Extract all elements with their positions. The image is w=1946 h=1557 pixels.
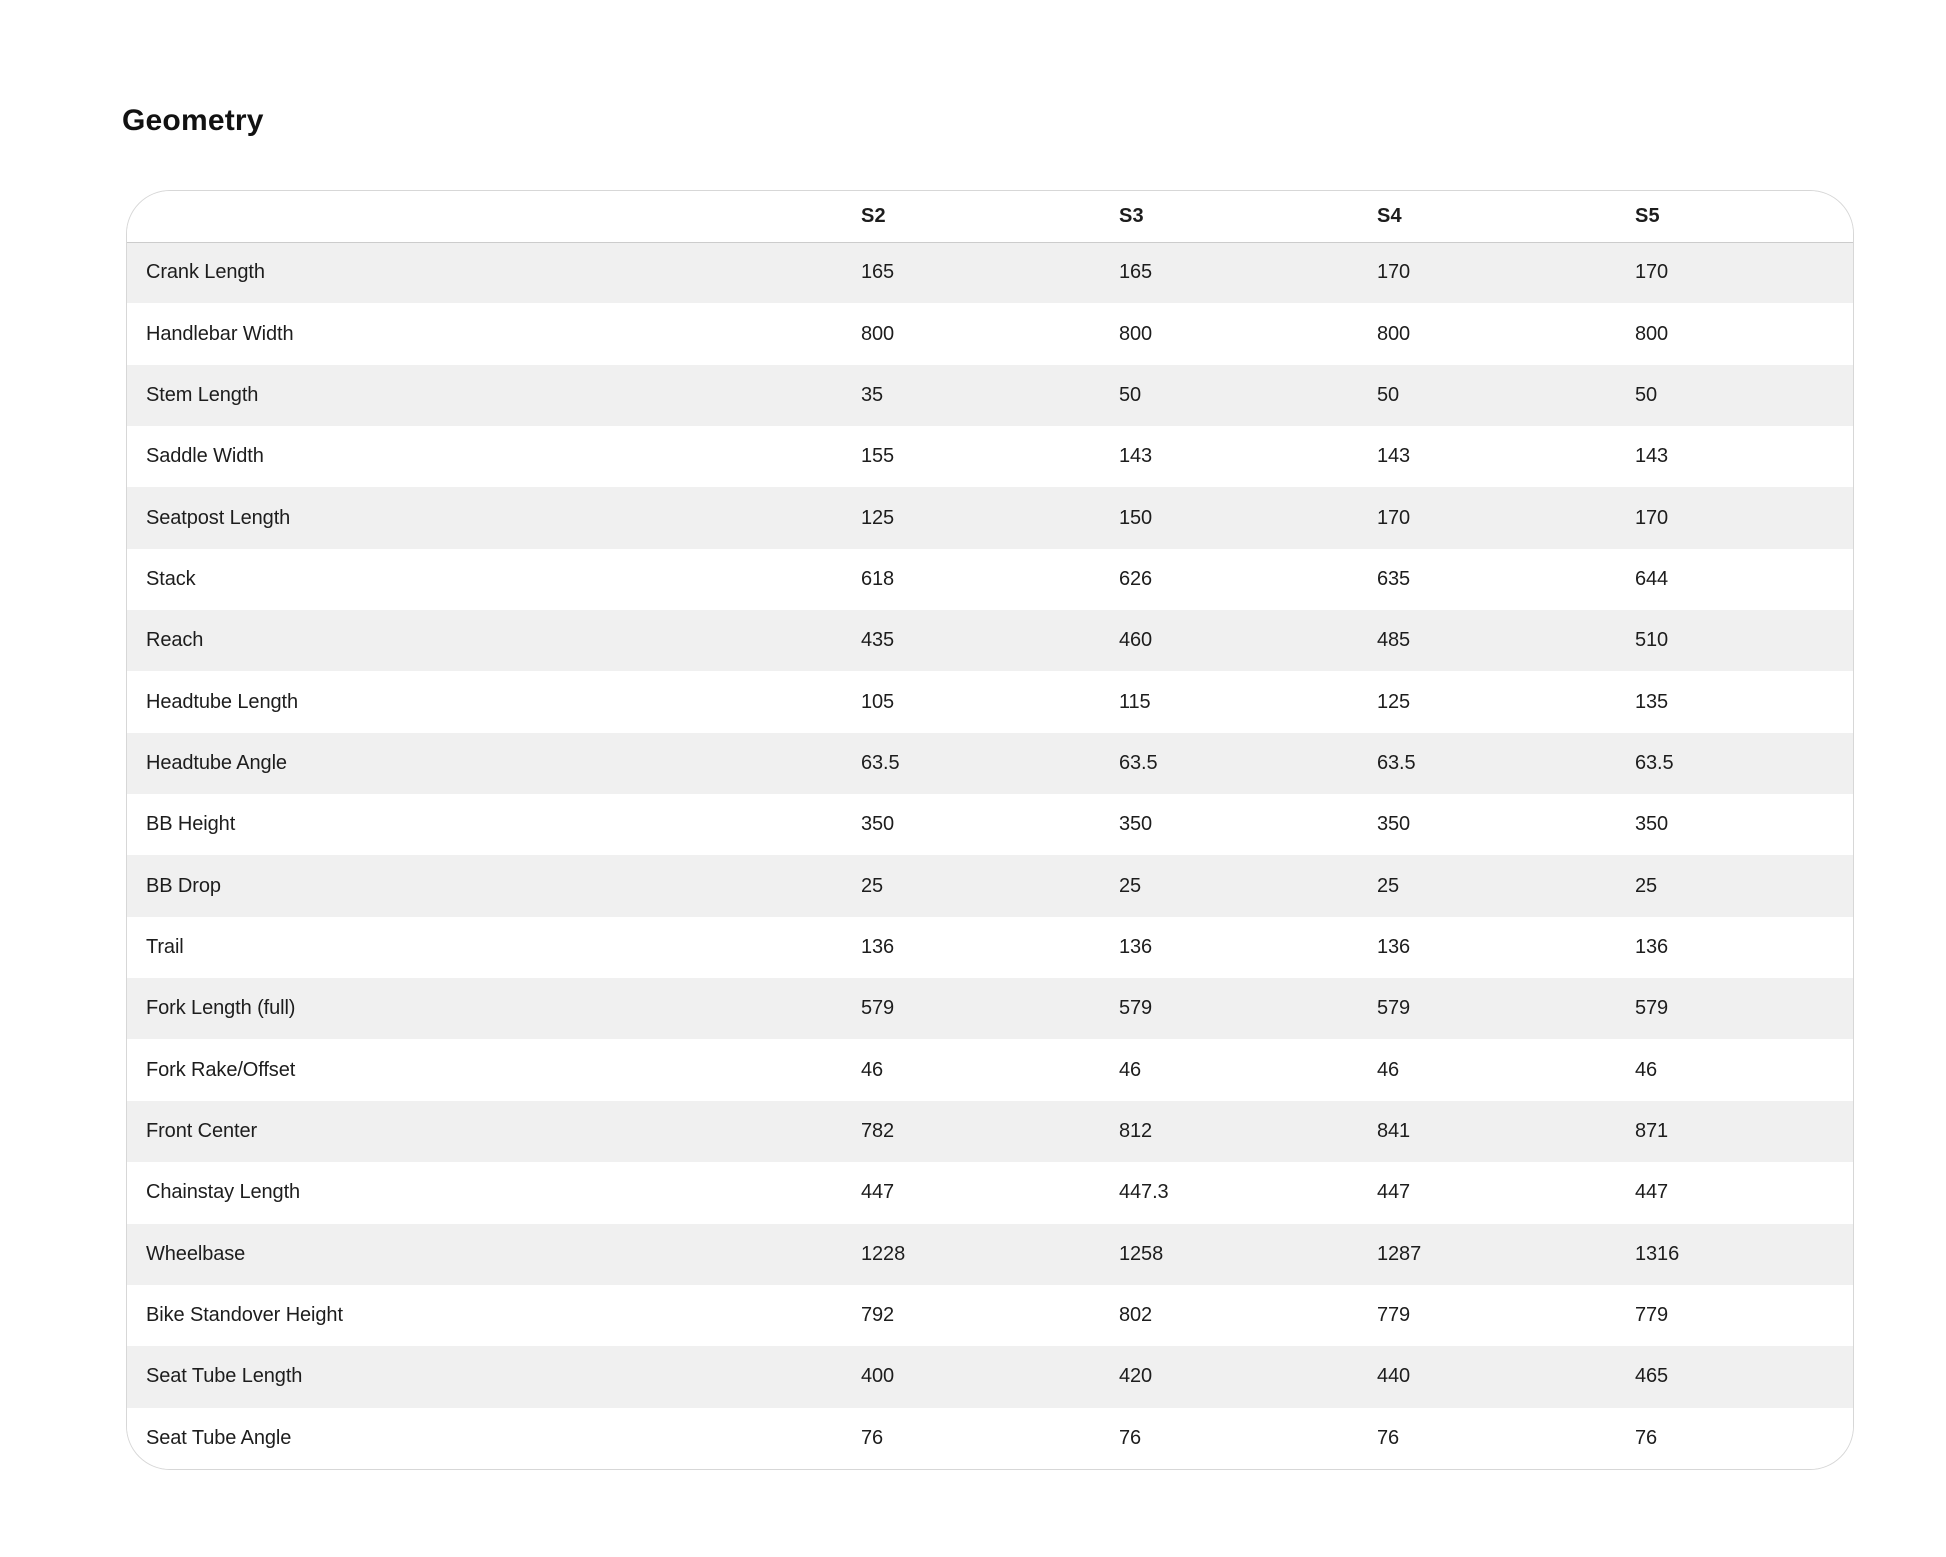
value-cell-s2: 46 xyxy=(861,1058,884,1081)
value-cell-s5: 25 xyxy=(1635,874,1658,897)
table-row xyxy=(127,365,1853,426)
value-cell-s5: 447 xyxy=(1635,1181,1669,1204)
table-row xyxy=(127,1285,1853,1346)
table-row xyxy=(127,917,1853,978)
table-row xyxy=(127,671,1853,732)
table-row xyxy=(127,610,1853,671)
value-cell-s3: 63.5 xyxy=(1119,751,1158,774)
row-label: Front Center xyxy=(146,1119,258,1142)
value-cell-s5: 135 xyxy=(1635,690,1669,713)
value-cell-s5: 779 xyxy=(1635,1304,1669,1327)
value-cell-s3: 1258 xyxy=(1119,1242,1164,1265)
value-cell-s4: 170 xyxy=(1377,506,1411,529)
value-cell-s3: 420 xyxy=(1119,1365,1153,1388)
value-cell-s5: 170 xyxy=(1635,506,1669,529)
row-label: Seat Tube Angle xyxy=(146,1426,292,1449)
value-cell-s3: 136 xyxy=(1119,935,1153,958)
value-cell-s3: 626 xyxy=(1119,567,1153,590)
value-cell-s3: 812 xyxy=(1119,1119,1153,1142)
table-row xyxy=(127,549,1853,610)
table-row xyxy=(127,733,1853,794)
value-cell-s4: 800 xyxy=(1377,322,1411,345)
column-header-s5: S5 xyxy=(1635,191,1853,242)
value-cell-s4: 50 xyxy=(1377,383,1400,406)
table-row xyxy=(127,855,1853,916)
value-cell-s5: 465 xyxy=(1635,1365,1669,1388)
table-row xyxy=(127,426,1853,487)
value-cell-s4: 1287 xyxy=(1377,1242,1422,1265)
table-row xyxy=(127,1346,1853,1407)
value-cell-s5: 1316 xyxy=(1635,1242,1680,1265)
value-cell-s5: 63.5 xyxy=(1635,751,1674,774)
table-row xyxy=(127,1224,1853,1285)
value-cell-s2: 63.5 xyxy=(861,751,900,774)
value-cell-s4: 841 xyxy=(1377,1119,1411,1142)
geometry-table-container xyxy=(126,190,1854,1470)
row-label: Wheelbase xyxy=(146,1242,246,1265)
value-cell-s4: 76 xyxy=(1377,1426,1400,1449)
value-cell-s2: 25 xyxy=(861,874,884,897)
value-cell-s2: 136 xyxy=(861,935,895,958)
value-cell-s3: 76 xyxy=(1119,1426,1142,1449)
value-cell-s4: 779 xyxy=(1377,1304,1411,1327)
column-header-s3: S3 xyxy=(1119,191,1377,242)
table-row xyxy=(127,1162,1853,1223)
value-cell-s4: 136 xyxy=(1377,935,1411,958)
value-cell-s4: 635 xyxy=(1377,567,1411,590)
geometry-table xyxy=(127,191,1853,1469)
value-cell-s2: 792 xyxy=(861,1304,895,1327)
table-row xyxy=(127,1408,1853,1469)
value-cell-s2: 165 xyxy=(861,261,895,284)
value-cell-s2: 125 xyxy=(861,506,895,529)
table-row xyxy=(127,794,1853,855)
row-label: Seatpost Length xyxy=(146,506,291,529)
value-cell-s2: 618 xyxy=(861,567,895,590)
value-cell-s2: 155 xyxy=(861,445,895,468)
column-header-s2: S2 xyxy=(861,191,1119,242)
value-cell-s2: 105 xyxy=(861,690,895,713)
value-cell-s4: 440 xyxy=(1377,1365,1411,1388)
row-label: Bike Standover Height xyxy=(146,1304,343,1327)
value-cell-s4: 125 xyxy=(1377,690,1411,713)
value-cell-s4: 350 xyxy=(1377,813,1411,836)
value-cell-s4: 579 xyxy=(1377,997,1411,1020)
row-label: Handlebar Width xyxy=(146,322,294,345)
value-cell-s3: 50 xyxy=(1119,383,1142,406)
value-cell-s5: 510 xyxy=(1635,629,1669,652)
value-cell-s2: 350 xyxy=(861,813,895,836)
value-cell-s2: 800 xyxy=(861,322,895,345)
table-row xyxy=(127,978,1853,1039)
column-header-s4: S4 xyxy=(1377,191,1635,242)
row-label: Stack xyxy=(146,567,196,590)
value-cell-s3: 802 xyxy=(1119,1304,1153,1327)
value-cell-s4: 447 xyxy=(1377,1181,1411,1204)
value-cell-s3: 25 xyxy=(1119,874,1142,897)
row-label: Saddle Width xyxy=(146,445,264,468)
table-row xyxy=(127,242,1853,303)
value-cell-s3: 447.3 xyxy=(1119,1181,1169,1204)
value-cell-s5: 136 xyxy=(1635,935,1669,958)
value-cell-s5: 170 xyxy=(1635,261,1669,284)
value-cell-s5: 46 xyxy=(1635,1058,1658,1081)
value-cell-s3: 150 xyxy=(1119,506,1153,529)
value-cell-s2: 35 xyxy=(861,383,884,406)
row-label: BB Drop xyxy=(146,874,221,897)
row-label: Seat Tube Length xyxy=(146,1365,303,1388)
value-cell-s3: 350 xyxy=(1119,813,1153,836)
value-cell-s5: 50 xyxy=(1635,383,1658,406)
row-label: Trail xyxy=(146,935,184,958)
value-cell-s5: 76 xyxy=(1635,1426,1658,1449)
value-cell-s2: 435 xyxy=(861,629,895,652)
value-cell-s4: 170 xyxy=(1377,261,1411,284)
spec-column-header xyxy=(127,191,861,242)
value-cell-s5: 644 xyxy=(1635,567,1669,590)
value-cell-s2: 76 xyxy=(861,1426,884,1449)
value-cell-s3: 165 xyxy=(1119,261,1153,284)
row-label: Stem Length xyxy=(146,383,259,406)
value-cell-s2: 1228 xyxy=(861,1242,906,1265)
value-cell-s3: 115 xyxy=(1119,690,1151,713)
row-label: Fork Length (full) xyxy=(146,997,296,1020)
row-label: Headtube Length xyxy=(146,690,298,713)
row-label: Chainstay Length xyxy=(146,1181,301,1204)
table-row xyxy=(127,1039,1853,1100)
row-label: Fork Rake/Offset xyxy=(146,1058,296,1081)
value-cell-s3: 143 xyxy=(1119,445,1153,468)
value-cell-s2: 579 xyxy=(861,997,895,1020)
value-cell-s4: 485 xyxy=(1377,629,1411,652)
row-label: Crank Length xyxy=(146,261,265,284)
value-cell-s5: 871 xyxy=(1635,1119,1669,1142)
value-cell-s3: 800 xyxy=(1119,322,1153,345)
row-label: BB Height xyxy=(146,813,236,836)
value-cell-s5: 579 xyxy=(1635,997,1669,1020)
header-row xyxy=(127,191,1853,242)
row-label: Headtube Angle xyxy=(146,751,287,774)
value-cell-s3: 460 xyxy=(1119,629,1153,652)
value-cell-s2: 782 xyxy=(861,1119,895,1142)
value-cell-s5: 350 xyxy=(1635,813,1669,836)
value-cell-s5: 143 xyxy=(1635,445,1669,468)
page-title: Geometry xyxy=(122,104,264,137)
value-cell-s4: 46 xyxy=(1377,1058,1400,1081)
value-cell-s4: 143 xyxy=(1377,445,1411,468)
value-cell-s4: 25 xyxy=(1377,874,1400,897)
table-row xyxy=(127,487,1853,548)
value-cell-s5: 800 xyxy=(1635,322,1669,345)
value-cell-s3: 46 xyxy=(1119,1058,1142,1081)
table-row xyxy=(127,303,1853,364)
value-cell-s2: 447 xyxy=(861,1181,895,1204)
row-label: Reach xyxy=(146,629,204,652)
table-row xyxy=(127,1101,1853,1162)
value-cell-s3: 579 xyxy=(1119,997,1153,1020)
value-cell-s4: 63.5 xyxy=(1377,751,1416,774)
value-cell-s2: 400 xyxy=(861,1365,895,1388)
